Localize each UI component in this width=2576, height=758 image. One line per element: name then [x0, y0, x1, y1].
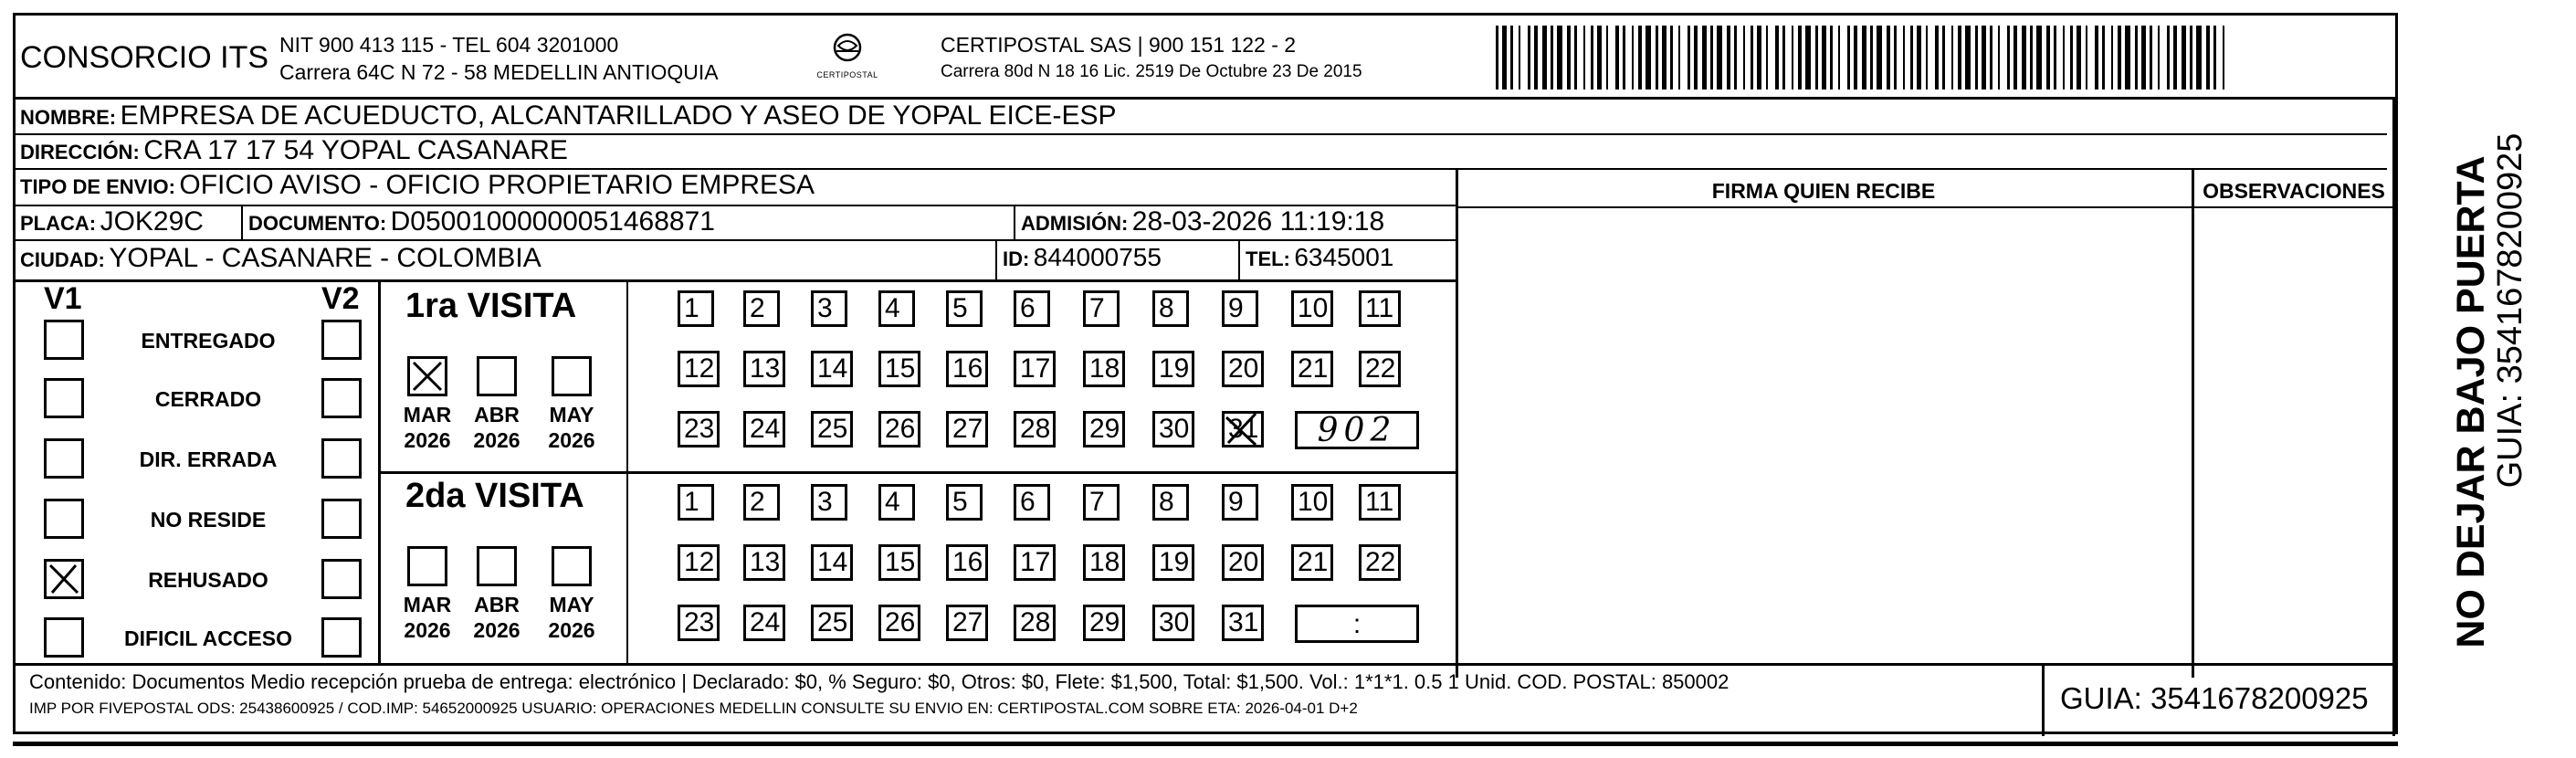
day-cell[interactable]	[678, 351, 720, 387]
x-mark-icon	[1225, 412, 1261, 448]
day-cell[interactable]	[743, 411, 785, 447]
day-number: 16	[952, 353, 983, 384]
x-mark-icon	[47, 562, 81, 596]
month-year: 2026	[404, 428, 451, 452]
month-label	[468, 402, 526, 453]
day-number: 6	[1020, 293, 1036, 323]
day-number: 31	[1228, 607, 1259, 637]
day-number: 18	[1089, 547, 1120, 577]
month-year: 2026	[548, 428, 595, 452]
documento-cell	[248, 206, 715, 237]
day-cell[interactable]	[1152, 605, 1194, 641]
day-cell[interactable]	[1222, 351, 1264, 387]
day-cell[interactable]	[811, 411, 853, 447]
day-number: 23	[684, 607, 715, 637]
nombre-label: NOMBRE:	[20, 106, 117, 129]
month-checkbox[interactable]	[407, 546, 447, 586]
day-number: 24	[750, 414, 781, 444]
first-visit-title: 1ra VISITA	[405, 287, 577, 325]
day-cell[interactable]	[1222, 605, 1264, 641]
v2-checkbox[interactable]	[321, 617, 362, 658]
day-cell[interactable]	[1222, 484, 1258, 521]
day-number: 23	[684, 414, 715, 444]
day-number: 16	[952, 547, 983, 577]
day-number: 14	[817, 547, 848, 577]
day-number: 19	[1159, 547, 1190, 577]
day-cell[interactable]	[1014, 290, 1050, 327]
observations-area[interactable]	[2197, 210, 2387, 667]
barcode	[1496, 26, 2226, 89]
id-divider	[1238, 239, 1240, 279]
day-number: 3	[817, 293, 833, 323]
month-checkbox[interactable]	[552, 546, 592, 586]
day-number: 28	[1020, 414, 1051, 444]
direccion-label: DIRECCIÓN:	[20, 141, 140, 163]
visit-split-rule	[378, 471, 1456, 474]
day-number: 8	[1159, 293, 1174, 323]
ciudad-label: CIUDAD:	[20, 248, 105, 271]
month-name: MAY	[549, 403, 594, 426]
v1-checkbox[interactable]	[44, 617, 84, 658]
day-cell[interactable]	[878, 411, 920, 447]
day-cell[interactable]	[1152, 484, 1189, 521]
day-cell[interactable]	[1083, 605, 1125, 641]
day-cell[interactable]	[946, 290, 983, 327]
day-number: 9	[1228, 487, 1244, 517]
day-number: 1	[684, 487, 699, 517]
documento-label: DOCUMENTO:	[248, 212, 387, 235]
day-cell[interactable]	[1152, 290, 1189, 327]
day-number: 3	[817, 487, 833, 517]
certipostal-line1: CERTIPOSTAL SAS | 900 151 122 - 2	[941, 33, 1297, 57]
second-visit-hour-box[interactable]: :	[1295, 605, 1419, 643]
day-cell[interactable]	[743, 351, 785, 387]
day-cell[interactable]	[1152, 351, 1194, 387]
side-warning: NO DEJAR BAJO PUERTA	[2449, 155, 2493, 648]
day-cell[interactable]	[1359, 484, 1401, 521]
day-cell[interactable]	[1222, 290, 1258, 327]
day-cell[interactable]	[1014, 605, 1056, 641]
day-cell[interactable]	[1222, 544, 1264, 581]
second-visit-title: 2da VISITA	[405, 477, 584, 515]
first-visit-hour-box[interactable]: 902	[1295, 411, 1419, 449]
footer-imp: IMP POR FIVEPOSTAL ODS: 25438600925 / COD.IMP: 54652000925 USUARIO: OPERACIONES MEDELLIN CONSULTE SU ENVIO EN: CERTIPOSTAL.COM SOBRE ETA: 2026-04-01 D+2	[29, 700, 1358, 717]
day-number: 26	[885, 607, 916, 637]
day-cell[interactable]	[946, 484, 983, 521]
company-nit-tel: NIT 900 413 115 - TEL 604 3201000	[279, 33, 619, 57]
day-cell[interactable]	[1152, 544, 1194, 581]
day-number: 2	[750, 293, 765, 323]
admision-cell	[1021, 206, 1384, 237]
rule-5	[13, 279, 1456, 282]
v1-checkbox[interactable]	[44, 320, 84, 360]
day-number: 4	[885, 487, 900, 517]
day-cell[interactable]	[743, 484, 780, 521]
status-label: ENTREGADO	[141, 329, 276, 353]
signature-area[interactable]	[1461, 210, 2186, 667]
v2-header: V2	[321, 281, 360, 316]
day-number: 27	[952, 414, 983, 444]
tipo-row	[20, 170, 815, 201]
day-cell[interactable]	[678, 411, 720, 447]
day-cell[interactable]	[1083, 544, 1125, 581]
day-cell[interactable]	[678, 605, 720, 641]
logo-wordmark: CERTIPOSTAL	[816, 70, 878, 79]
day-cell[interactable]	[743, 290, 780, 327]
day-number: 7	[1089, 293, 1105, 323]
id-cell	[1003, 243, 1162, 272]
id-label: ID:	[1003, 247, 1030, 270]
day-number: 17	[1020, 353, 1051, 384]
placa-divider	[241, 205, 243, 239]
v1-header: V1	[44, 281, 82, 316]
v1-checkbox[interactable]	[44, 559, 84, 599]
day-cell[interactable]	[678, 484, 714, 521]
day-cell[interactable]	[1291, 544, 1333, 581]
day-number: 10	[1298, 293, 1329, 323]
month-name: MAR	[403, 593, 452, 616]
day-cell[interactable]	[878, 544, 920, 581]
day-number: 27	[952, 607, 983, 637]
direccion-value: CRA 17 17 54 YOPAL CASANARE	[143, 135, 568, 165]
tipo-value: OFICIO AVISO - OFICIO PROPIETARIO EMPRESA	[179, 170, 815, 200]
month-label	[468, 592, 526, 643]
day-number: 22	[1365, 547, 1396, 577]
day-cell[interactable]	[1083, 290, 1120, 327]
day-cell[interactable]	[878, 605, 920, 641]
day-cell[interactable]	[1014, 484, 1050, 521]
day-cell[interactable]	[1083, 484, 1120, 521]
admision-value: 28-03-2026 11:19:18	[1131, 206, 1385, 237]
day-number: 13	[750, 547, 781, 577]
status-label: CERRADO	[154, 387, 262, 411]
footer-contenido: Contenido: Documentos Medio recepción prueba de entrega: electrónico | Declarado: $0, % Seguro: $0, Otros: $0, Flete: $1,500, Total: $1,500. Vol.: 1*1*1. 0.5 1 Unid. COD. POSTAL: 850002	[29, 670, 1730, 693]
v2-checkbox[interactable]	[321, 438, 362, 479]
month-label	[398, 402, 457, 453]
day-cell[interactable]	[1014, 411, 1056, 447]
day-cell[interactable]	[1083, 411, 1125, 447]
day-number: 25	[817, 607, 848, 637]
observaciones-header: OBSERVACIONES	[2203, 179, 2385, 203]
month-year: 2026	[473, 618, 520, 642]
day-number: 29	[1089, 414, 1120, 444]
day-number: 8	[1159, 487, 1174, 517]
day-number: 20	[1228, 353, 1259, 384]
firma-header: FIRMA QUIEN RECIBE	[1711, 179, 1936, 203]
company-name: CONSORCIO ITS	[20, 40, 269, 75]
day-number: 24	[750, 607, 781, 637]
placa-cell	[20, 206, 204, 237]
month-label	[398, 592, 457, 643]
admision-label: ADMISIÓN:	[1021, 212, 1129, 235]
day-number: 13	[750, 353, 781, 384]
day-cell[interactable]	[811, 544, 853, 581]
day-cell[interactable]	[678, 290, 714, 327]
status-label: DIR. ERRADA	[139, 447, 278, 471]
day-number: 26	[885, 414, 916, 444]
firma-header-rule	[1456, 206, 2396, 208]
x-mark-icon	[410, 359, 445, 394]
month-year: 2026	[473, 428, 520, 452]
day-cell[interactable]	[743, 605, 785, 641]
footer-rule	[13, 663, 2398, 666]
bottom-rule	[13, 742, 2398, 746]
v2-checkbox[interactable]	[321, 499, 362, 539]
documento-value: D05001000000051468871	[390, 206, 715, 237]
day-number: 22	[1365, 353, 1396, 384]
day-cell[interactable]	[946, 544, 988, 581]
day-number: 5	[952, 293, 968, 323]
status-label: NO RESIDE	[150, 508, 267, 532]
month-name: ABR	[474, 593, 520, 616]
nombre-row	[20, 100, 1117, 132]
day-number: 29	[1089, 607, 1120, 637]
month-checkbox[interactable]	[552, 356, 592, 396]
day-cell[interactable]	[878, 351, 920, 387]
day-cell[interactable]	[1291, 351, 1333, 387]
day-number: 1	[684, 293, 699, 323]
day-cell[interactable]	[811, 605, 853, 641]
month-label	[542, 402, 601, 453]
day-number: 19	[1159, 353, 1190, 384]
day-number: 7	[1089, 487, 1105, 517]
footer-divider	[2042, 663, 2045, 736]
day-cell[interactable]	[811, 351, 853, 387]
status-label: REHUSADO	[148, 568, 268, 592]
id-value: 844000755	[1033, 243, 1162, 271]
right-section-divider	[1456, 168, 1458, 678]
day-cell[interactable]	[946, 351, 988, 387]
nombre-value: EMPRESA DE ACUEDUCTO, ALCANTARILLADO Y ASEO DE YOPAL EICE-ESP	[120, 100, 1117, 131]
side-guia: GUIA: 3541678200925	[2491, 132, 2529, 489]
day-number: 12	[684, 547, 715, 577]
month-year: 2026	[404, 618, 451, 642]
day-cell[interactable]	[1291, 290, 1333, 327]
v2-checkbox[interactable]	[321, 559, 362, 599]
day-cell[interactable]	[1014, 544, 1056, 581]
day-cell[interactable]	[1291, 484, 1333, 521]
tel-label: TEL:	[1246, 247, 1290, 270]
ciudad-divider	[995, 239, 997, 279]
day-number: 30	[1159, 414, 1190, 444]
month-name: ABR	[474, 403, 520, 426]
month-name: MAY	[549, 593, 594, 616]
day-number: 9	[1228, 293, 1244, 323]
day-cell[interactable]	[878, 484, 915, 521]
day-number: 18	[1089, 353, 1120, 384]
day-number: 21	[1298, 547, 1329, 577]
obs-divider	[2192, 168, 2194, 678]
v1-checkbox[interactable]	[44, 438, 84, 479]
day-cell[interactable]	[946, 605, 988, 641]
ciudad-cell	[20, 243, 541, 274]
day-number: 2	[750, 487, 765, 517]
placa-value: JOK29C	[100, 206, 204, 237]
day-number: 30	[1159, 607, 1190, 637]
day-number: 5	[952, 487, 968, 517]
day-cell[interactable]	[811, 290, 847, 327]
day-number: 11	[1365, 487, 1394, 517]
right-edge	[2392, 97, 2395, 736]
day-cell[interactable]	[811, 484, 847, 521]
month-checkbox[interactable]	[477, 546, 517, 586]
day-number: 6	[1020, 487, 1036, 517]
day-cell[interactable]	[1083, 351, 1125, 387]
day-cell[interactable]	[1359, 351, 1401, 387]
day-number: 17	[1020, 547, 1051, 577]
documento-divider	[1014, 205, 1015, 239]
day-number: 10	[1298, 487, 1329, 517]
v2-checkbox[interactable]	[321, 378, 362, 418]
day-number: 12	[684, 353, 715, 384]
day-number: 21	[1298, 353, 1329, 384]
day-cell[interactable]	[878, 290, 915, 327]
direccion-row	[20, 135, 568, 166]
day-cell[interactable]	[946, 411, 988, 447]
v1-checkbox[interactable]	[44, 499, 84, 539]
status-label: DIFICIL ACCESO	[123, 626, 292, 650]
header-rule	[13, 97, 2398, 100]
tipo-label: TIPO DE ENVIO:	[20, 175, 175, 198]
day-number: 20	[1228, 547, 1259, 577]
footer-guia: GUIA: 3541678200925	[2060, 681, 2369, 715]
day-cell[interactable]	[1222, 411, 1264, 447]
month-name: MAR	[403, 403, 452, 426]
month-checkbox[interactable]	[477, 356, 517, 396]
day-cell[interactable]	[1359, 290, 1401, 327]
day-number: 15	[885, 353, 916, 384]
day-number: 15	[885, 547, 916, 577]
logo-icon	[827, 33, 867, 66]
day-cell[interactable]	[1359, 544, 1401, 581]
day-number: 4	[885, 293, 900, 323]
certipostal-line2: Carrera 80d N 18 16 Lic. 2519 De Octubre 23 De 2015	[941, 62, 1362, 81]
placa-label: PLACA:	[20, 212, 97, 235]
month-year: 2026	[548, 618, 595, 642]
day-number: 25	[817, 414, 848, 444]
v2-checkbox[interactable]	[321, 320, 362, 360]
month-checkbox[interactable]	[407, 356, 447, 396]
company-address: Carrera 64C N 72 - 58 MEDELLIN ANTIOQUIA	[279, 60, 719, 84]
day-cell[interactable]	[678, 544, 720, 581]
day-number: 11	[1365, 293, 1394, 323]
ciudad-value: YOPAL - CASANARE - COLOMBIA	[109, 243, 541, 273]
day-number: 31	[1228, 414, 1259, 444]
certipostal-logo	[811, 33, 884, 79]
tel-cell	[1246, 243, 1393, 272]
v1-checkbox[interactable]	[44, 378, 84, 418]
day-number: 14	[817, 353, 848, 384]
day-cell[interactable]	[743, 544, 785, 581]
month-label	[542, 592, 601, 643]
tel-value: 6345001	[1294, 243, 1394, 271]
day-number: 28	[1020, 607, 1051, 637]
day-cell[interactable]	[1014, 351, 1056, 387]
day-cell[interactable]	[1152, 411, 1194, 447]
